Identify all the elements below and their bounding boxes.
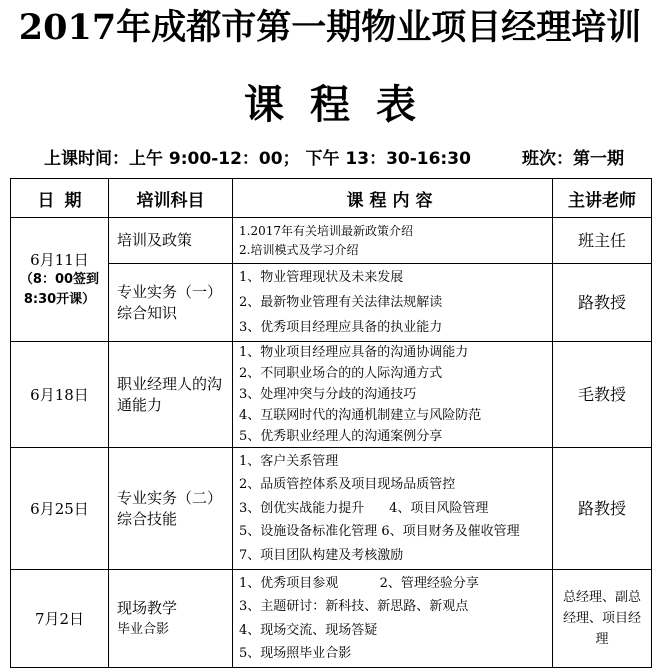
header-subject: 培训科目 — [109, 179, 233, 218]
content-item: 3、主题研讨：新科技、新思路、新观点 — [239, 599, 469, 614]
content-item: 2.培训模式及学习介绍 — [239, 242, 359, 257]
subject-subtext: 毕业合影 — [117, 621, 170, 637]
content-cell — [233, 264, 553, 342]
content-item: 5、现场照毕业合影 — [239, 646, 352, 661]
content-cell — [233, 448, 553, 570]
subject-cell: 专业实务（二）综合技能 — [109, 448, 233, 570]
date-text: 6月11日 — [30, 250, 89, 269]
teacher-cell: 毛教授 — [553, 342, 652, 448]
content-item: 2、品质管控体系及项目现场品质管控 — [239, 477, 456, 493]
date-cell: 6月18日 — [11, 342, 109, 448]
table-row — [11, 218, 652, 264]
teacher-cell: 路教授 — [553, 448, 652, 570]
table-header-row — [11, 179, 652, 218]
content-item: 7、项目团队构建及考核激励 — [239, 547, 404, 563]
page-title: 2017年成都市第一期物业项目经理培训 — [18, 7, 642, 48]
schedule-table — [10, 178, 652, 668]
subject-text: 现场教学 — [117, 598, 178, 617]
subject-cell: 专业实务（一）综合知识 — [109, 264, 233, 342]
table-row — [11, 448, 652, 570]
teacher-cell: 总经理、副总经理、项目经理 — [553, 570, 652, 668]
subject-cell — [109, 570, 233, 668]
content-item: 3、处理冲突与分歧的沟通技巧 — [239, 387, 417, 402]
date-cell — [11, 218, 109, 342]
content-item: 1.2017年有关培训最新政策介绍 — [239, 223, 413, 238]
teacher-cell: 路教授 — [553, 264, 652, 342]
content-cell — [233, 218, 553, 264]
schedule-info — [44, 147, 644, 171]
content-item: 5、设施设备标准化管理 6、项目财务及催收管理 — [239, 524, 520, 540]
content-item: 1、优秀项目参观 2、管理经验分享 — [239, 575, 479, 591]
content-item: 2、不同职业场合的的人际沟通方式 — [239, 366, 443, 381]
content-item: 3、创优实战能力提升 4、项目风险管理 — [239, 500, 489, 516]
content-item: 1、物业管理现状及未来发展 — [239, 270, 404, 285]
content-cell — [233, 342, 553, 448]
content-item: 2、最新物业管理有关法律法规解读 — [239, 295, 443, 310]
header-content: 课程内容 — [233, 179, 553, 218]
header-date: 日期 — [11, 179, 109, 218]
page-subtitle: 课程表 — [244, 82, 442, 128]
date-cell: 7月2日 — [11, 570, 109, 668]
subject-cell: 培训及政策 — [109, 218, 233, 264]
teacher-cell: 班主任 — [553, 218, 652, 264]
date-note: （8：00签到 8:30开课） — [19, 271, 100, 307]
content-item: 4、互联网时代的沟通机制建立与风险防范 — [239, 408, 482, 423]
content-item: 3、优秀项目经理应具备的执业能力 — [239, 320, 443, 335]
content-item: 1、物业项目经理应具备的沟通协调能力 — [239, 345, 469, 360]
content-item: 4、现场交流、现场答疑 — [239, 622, 378, 638]
content-item: 5、优秀职业经理人的沟通案例分享 — [239, 429, 443, 444]
date-cell: 6月25日 — [11, 448, 109, 570]
content-item: 1、客户关系管理 — [239, 453, 339, 469]
table-row — [11, 342, 652, 448]
content-cell — [233, 570, 553, 668]
class-label: 班次：第一期 — [522, 149, 624, 169]
schedule-time: 上课时间：上午 9:00-12：00； 下午 13：30-16:30 — [44, 149, 471, 169]
subject-cell: 职业经理人的沟通能力 — [109, 342, 233, 448]
table-row — [11, 570, 652, 668]
header-teacher: 主讲老师 — [553, 179, 652, 218]
